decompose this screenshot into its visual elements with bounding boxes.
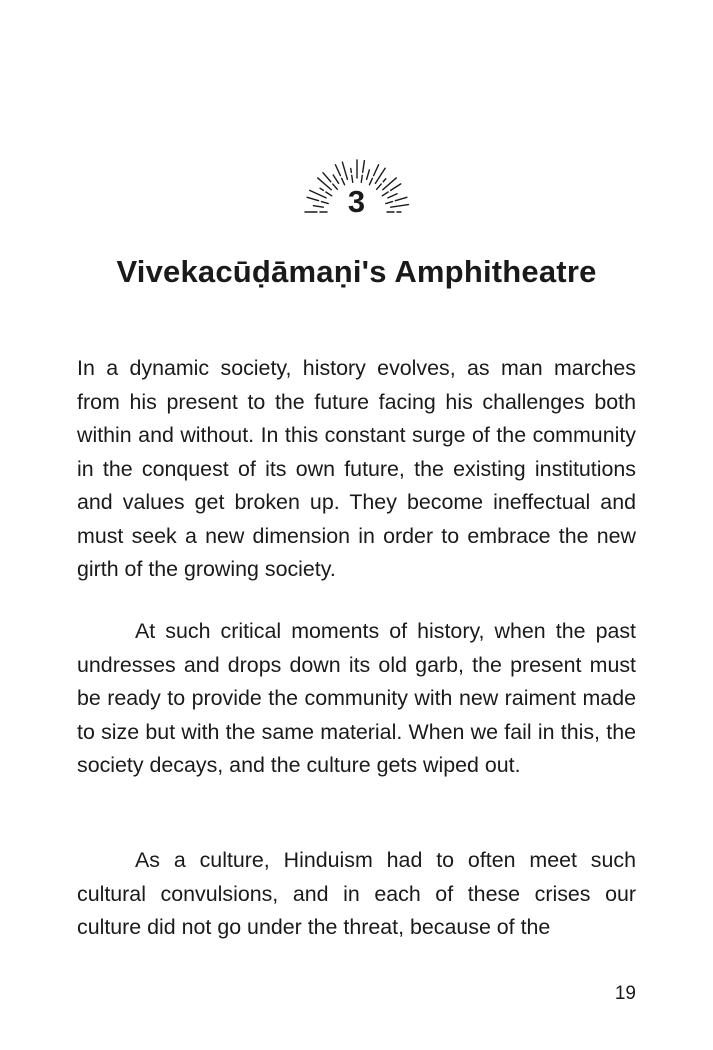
paragraph-2: At such critical moments of history, when the past undresses and drops down its old garb, the present must be ready to provide the community with new raiment made to size but with the same material. When we fail in this, the society decays, and the culture gets wiped out.	[77, 619, 636, 777]
sunburst-ray	[335, 165, 340, 176]
paragraph-1: In a dynamic society, history evolves, as man marches from his present to the future facing his challenges both within and without. In this constant surge of the community in the conquest of its own future, the existing institutions and values get broken up. They become ineffectual and must seek a new dimension in order to embrace the new girth of the growing society.	[77, 356, 636, 581]
sunburst-ray	[342, 162, 347, 179]
sunburst-ray	[323, 173, 331, 182]
sunburst-ray	[367, 170, 370, 180]
chapter-title: Vivekacūḍāmaṇi's Amphitheatre	[116, 254, 597, 289]
sunburst-ray	[351, 168, 352, 172]
page-number: 19	[614, 983, 636, 1004]
paragraph-3: As a culture, Hinduism had to often meet such cultural convulsions, and in each of these crises our culture did not go under the threat, because of the	[77, 848, 636, 939]
sunburst-ray	[374, 165, 379, 176]
chapter-number: 3	[347, 184, 366, 219]
sunburst-ray	[363, 161, 365, 173]
